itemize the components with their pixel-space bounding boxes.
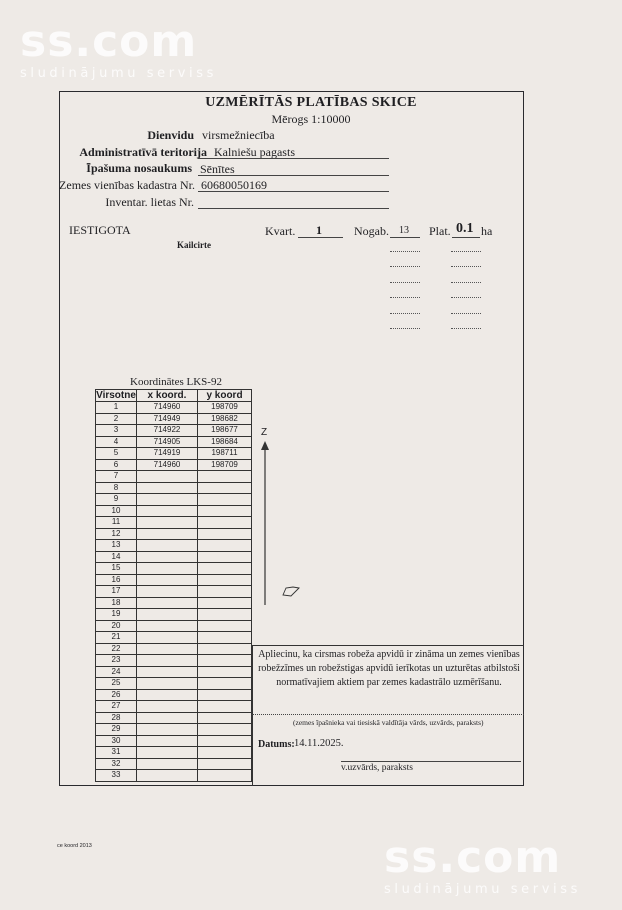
coords-row (96, 609, 252, 621)
coords-row (96, 517, 252, 529)
col-header-vertex: Virsotne (96, 389, 136, 401)
coords-row (96, 586, 252, 598)
vertex-cell: 23 (96, 655, 137, 667)
north-arrow-icon (259, 441, 273, 607)
x-coord-cell: 714905 (137, 436, 198, 448)
vertex-cell: 8 (96, 482, 137, 494)
vertex-cell: 16 (96, 574, 137, 586)
y-coord-cell (198, 632, 252, 644)
watermark-bottom (384, 832, 581, 897)
coords-row (96, 770, 252, 782)
coords-row (96, 712, 252, 724)
nogab-label: Nogab. (354, 224, 389, 238)
vertex-cell: 7 (96, 471, 137, 483)
field-underline (198, 158, 389, 159)
x-coord-cell (137, 643, 198, 655)
blank-line (451, 282, 481, 283)
x-coord-cell: 714922 (137, 425, 198, 437)
blank-line (451, 251, 481, 252)
field-label-forestry: Dienvidu (147, 128, 194, 142)
vertex-cell: 27 (96, 701, 137, 713)
vertex-cell: 20 (96, 620, 137, 632)
vertex-cell: 22 (96, 643, 137, 655)
kvart-value: 1 (316, 223, 322, 237)
watermark-brand: ss.com (20, 16, 198, 67)
nogab-value: 13 (399, 225, 409, 236)
parcel-polygon-icon (282, 585, 302, 599)
y-coord-cell (198, 563, 252, 575)
stand-status: IESTIGOTA (69, 223, 131, 237)
coords-row (96, 436, 252, 448)
x-coord-cell (137, 666, 198, 678)
y-coord-cell (198, 689, 252, 701)
plat-label: Plat. (429, 224, 451, 238)
field-label-inventory: Inventar. lietas Nr. (105, 195, 194, 209)
x-coord-cell (137, 701, 198, 713)
field-underline (198, 191, 389, 192)
watermark-top (20, 16, 217, 81)
owner-note: (zemes īpašnieka vai tiesiskā valdītāja vārds, uzvārds, paraksts) (293, 718, 484, 727)
coords-row (96, 655, 252, 667)
vertex-cell: 28 (96, 712, 137, 724)
north-label: Z (261, 427, 268, 438)
y-coord-cell (198, 494, 252, 506)
vertex-cell: 25 (96, 678, 137, 690)
x-coord-cell (137, 517, 198, 529)
y-coord-cell (198, 643, 252, 655)
y-coord-cell (198, 735, 252, 747)
coords-title: Koordinātes LKS-92 (130, 376, 222, 388)
vertex-cell: 6 (96, 459, 137, 471)
owner-line (252, 714, 524, 715)
date-value: 14.11.2025. (294, 738, 344, 749)
vertex-cell: 2 (96, 413, 137, 425)
y-coord-cell (198, 770, 252, 782)
x-coord-cell (137, 540, 198, 552)
col-header-x: x koord. (137, 390, 198, 402)
coords-row (96, 701, 252, 713)
x-coord-cell (137, 620, 198, 632)
y-coord-cell (198, 724, 252, 736)
y-coord-cell: 198709 (198, 459, 252, 471)
field-label-cadastre: Zemes vienības kadastra Nr. (59, 178, 195, 192)
vertex-cell: 31 (96, 747, 137, 759)
x-coord-cell (137, 678, 198, 690)
coords-header-row (96, 390, 252, 402)
x-coord-cell (137, 735, 198, 747)
coords-row (96, 747, 252, 759)
coords-body (96, 402, 252, 782)
y-coord-cell (198, 528, 252, 540)
blank-line (451, 266, 481, 267)
coords-row (96, 632, 252, 644)
date-label: Datums: (258, 739, 295, 750)
x-coord-cell: 714919 (137, 448, 198, 460)
x-coord-cell (137, 655, 198, 667)
x-coord-cell (137, 747, 198, 759)
y-coord-cell (198, 609, 252, 621)
coords-row (96, 540, 252, 552)
blank-line (451, 313, 481, 314)
watermark-brand: ss.com (384, 832, 562, 883)
y-coord-cell (198, 517, 252, 529)
x-coord-cell (137, 482, 198, 494)
y-coord-cell (198, 574, 252, 586)
vertex-cell: 11 (96, 517, 137, 529)
x-coord-cell (137, 597, 198, 609)
document-title: UZMĒRĪTĀS PLATĪBAS SKICE (205, 95, 417, 110)
y-coord-cell: 198682 (198, 413, 252, 425)
x-coord-cell: 714949 (137, 413, 198, 425)
sub-label: Kailcirte (177, 240, 211, 250)
y-coord-cell (198, 505, 252, 517)
vertex-cell: 1 (96, 402, 137, 414)
y-coord-cell (198, 712, 252, 724)
kvart-underline (298, 237, 343, 238)
plat-underline (452, 237, 480, 238)
vertex-cell: 33 (96, 770, 137, 782)
y-coord-cell (198, 540, 252, 552)
blank-line (390, 266, 420, 267)
y-coord-cell (198, 666, 252, 678)
vertex-cell: 5 (96, 448, 137, 460)
coords-row (96, 574, 252, 586)
blank-line (390, 313, 420, 314)
col-header-y: y koord (198, 390, 252, 402)
scale-label: Mērogs 1:10000 (271, 112, 351, 126)
y-coord-cell: 198711 (198, 448, 252, 460)
unit-label: ha (481, 224, 493, 238)
x-coord-cell (137, 632, 198, 644)
coords-row (96, 563, 252, 575)
vertex-cell: 3 (96, 425, 137, 437)
vertex-cell: 17 (96, 586, 137, 598)
coords-row (96, 482, 252, 494)
x-coord-cell (137, 689, 198, 701)
field-underline (198, 175, 389, 176)
vertex-cell: 26 (96, 689, 137, 701)
coords-row (96, 724, 252, 736)
field-value-property: Sēnītes (200, 162, 235, 176)
coords-row (96, 758, 252, 770)
plat-value: 0.1 (456, 221, 474, 236)
vertex-cell: 24 (96, 666, 137, 678)
nogab-underline (390, 237, 420, 238)
coords-row (96, 528, 252, 540)
kvart-label: Kvart. (265, 224, 296, 238)
vertex-cell: 12 (96, 528, 137, 540)
vertex-cell: 13 (96, 540, 137, 552)
certification-text: Apliecinu, ka cirsmas robeža apvidū ir zināma un zemes vienības robežzīmes un robežstigas apvidū ierīkotas un uzturētas atbilstoši normatīvajiem aktiem par zemes kadastrālo uzmērīšanu. (258, 649, 520, 688)
blank-line (390, 251, 420, 252)
y-coord-cell: 198677 (198, 425, 252, 437)
coords-table (95, 389, 252, 782)
x-coord-cell (137, 505, 198, 517)
field-label-property: Īpašuma nosaukums (86, 161, 192, 175)
x-coord-cell (137, 563, 198, 575)
coords-row (96, 666, 252, 678)
x-coord-cell (137, 712, 198, 724)
coords-row (96, 494, 252, 506)
x-coord-cell (137, 574, 198, 586)
x-coord-cell (137, 770, 198, 782)
x-coord-cell (137, 471, 198, 483)
x-coord-cell (137, 586, 198, 598)
field-label-territory: Administratīvā teritorija (79, 145, 207, 159)
y-coord-cell (198, 551, 252, 563)
x-coord-cell (137, 724, 198, 736)
blank-line (451, 297, 481, 298)
blank-line (390, 297, 420, 298)
vertex-cell: 30 (96, 735, 137, 747)
coords-row (96, 597, 252, 609)
y-coord-cell: 198709 (198, 402, 252, 414)
vertex-cell: 32 (96, 758, 137, 770)
blank-line (390, 282, 420, 283)
x-coord-cell (137, 528, 198, 540)
coords-row (96, 551, 252, 563)
x-coord-cell (137, 758, 198, 770)
x-coord-cell (137, 494, 198, 506)
vertex-cell: 29 (96, 724, 137, 736)
y-coord-cell (198, 597, 252, 609)
y-coord-cell (198, 655, 252, 667)
field-value-forestry: virsmežniecība (202, 128, 275, 142)
y-coord-cell (198, 701, 252, 713)
field-underline (198, 208, 389, 209)
blank-line (451, 328, 481, 329)
vertex-cell: 10 (96, 505, 137, 517)
coords-row (96, 735, 252, 747)
y-coord-cell (198, 620, 252, 632)
footer-note: ce koord 2013 (57, 843, 92, 849)
coords-row (96, 413, 252, 425)
coords-row (96, 643, 252, 655)
y-coord-cell: 198684 (198, 436, 252, 448)
coords-row (96, 471, 252, 483)
y-coord-cell (198, 747, 252, 759)
vertex-cell: 14 (96, 551, 137, 563)
coords-row (96, 402, 252, 414)
vertex-cell: 18 (96, 597, 137, 609)
watermark-tagline: sludinājumu serviss (384, 882, 581, 897)
y-coord-cell (198, 758, 252, 770)
signature-line (341, 761, 521, 762)
x-coord-cell: 714960 (137, 402, 198, 414)
vertex-cell: 4 (96, 436, 137, 448)
field-value-territory: Kalniešu pagasts (214, 145, 295, 159)
coords-row (96, 459, 252, 471)
blank-line (390, 328, 420, 329)
vertex-cell: 19 (96, 609, 137, 621)
field-value-cadastre: 60680050169 (201, 178, 267, 192)
vertex-cell: 9 (96, 494, 137, 506)
vertex-cell: 15 (96, 563, 137, 575)
y-coord-cell (198, 471, 252, 483)
y-coord-cell (198, 678, 252, 690)
watermark-tagline: sludinājumu serviss (20, 66, 217, 81)
signature-label: v.uzvārds, paraksts (341, 763, 413, 773)
y-coord-cell (198, 586, 252, 598)
coords-row (96, 425, 252, 437)
coords-row (96, 505, 252, 517)
coords-row (96, 620, 252, 632)
x-coord-cell: 714960 (137, 459, 198, 471)
vertex-cell: 21 (96, 632, 137, 644)
x-coord-cell (137, 609, 198, 621)
coords-row (96, 689, 252, 701)
x-coord-cell (137, 551, 198, 563)
coords-row (96, 448, 252, 460)
y-coord-cell (198, 482, 252, 494)
coords-row (96, 678, 252, 690)
